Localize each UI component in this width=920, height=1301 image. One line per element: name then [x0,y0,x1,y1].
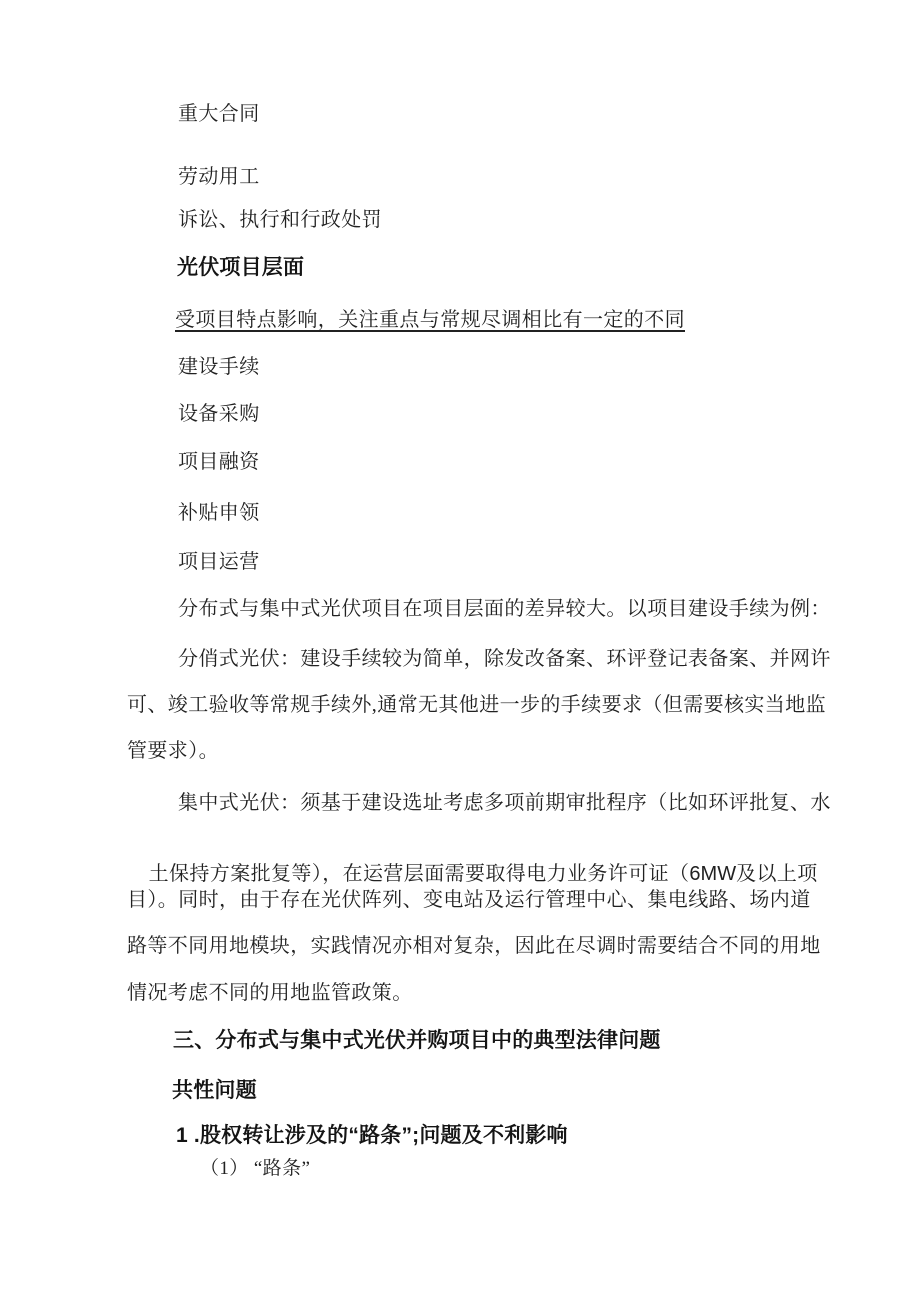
para-distributed-pv-line3: 管要求）。 [127,740,219,762]
para-project-level-difference-intro: 分布式与集中式光伏项目在项目层面的差异较大。以项目建设手续为例： [178,598,831,620]
line-equipment-procurement: 设备采购 [178,403,260,425]
line-litigation-enforcement-penalties: 诉讼、执行和行政处罚 [178,209,382,231]
line-due-diligence-difference-note: 受项目特点影响，关注重点与常规尽调相比有一定的不同 [175,309,685,331]
heading-pv-project-level: 光伏项目层面 [177,256,305,279]
heading-section-three-typical-legal-issues: 三、分布式与集中式光伏并购项目中的典型法律问题 [173,1029,661,1052]
text-segment-pre: 土保持方案批复等），在运营层面需要取得电力业务许可证（ [148,863,690,885]
para-centralized-pv-line3: 目）。同时，由于存在光伏阵列、变电站及运行管理中心、集电线路、场内道 [127,889,811,911]
para-centralized-pv-line5: 情况考虑不同的用地监管政策。 [127,982,413,1004]
line-construction-procedures: 建设手续 [178,356,260,378]
para-centralized-pv-line4: 路等不同用地模块，实践情况亦相对复杂，因此在尽调时需要结合不同的用地 [127,935,821,957]
power-capacity-value: 6MW [689,863,737,885]
line-major-contracts: 重大合同 [178,103,260,125]
line-project-financing: 项目融资 [178,451,260,473]
para-distributed-pv-line2: 可、竣工验收等常规手续外,通常无其他进一步的手续要求（但需要核实当地监 [127,694,826,716]
line-labor-employment: 劳动用工 [178,166,260,188]
line-subsidy-application: 补贴申领 [178,502,260,524]
text-segment-post: 及以上项 [736,863,818,885]
heading-common-issues: 共性问题 [172,1079,257,1102]
heading-equity-transfer-lutiao-issue: 1 .股权转让涉及的“路条”;问题及不利影响 [176,1124,568,1147]
line-project-operation: 项目运营 [178,551,260,573]
para-distributed-pv-line1: 分俏式光伏：建设手续较为简单，除发改备案、环评登记表备案、并网许 [178,648,831,670]
para-centralized-pv-line1: 集中式光伏：须基于建设选址考虑多项前期审批程序（比如环评批复、水 [178,792,831,814]
line-lutiao-subitem: （1） “路条” [200,1158,311,1179]
